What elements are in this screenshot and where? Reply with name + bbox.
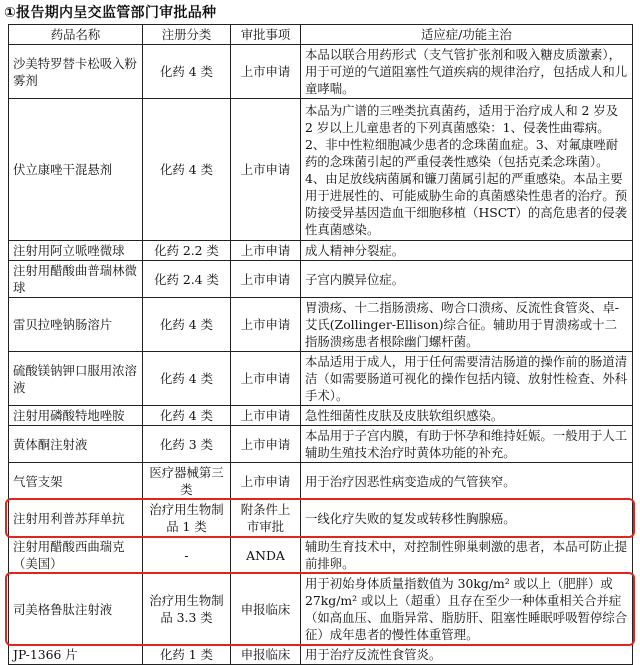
approval-item: 申报临床 bbox=[231, 645, 301, 665]
registration-class: 医疗器械第三类 bbox=[143, 463, 231, 500]
approval-item: 申报临床 bbox=[231, 574, 301, 645]
table-row bbox=[9, 645, 633, 665]
indication: 成人精神分裂症。 bbox=[301, 241, 633, 261]
approval-item: 上市申请 bbox=[231, 241, 301, 261]
table-row bbox=[9, 426, 633, 463]
registration-class: 化药 2.4 类 bbox=[143, 261, 231, 298]
registration-class: 化药 2.2 类 bbox=[143, 241, 231, 261]
table-row bbox=[9, 352, 633, 406]
drug-name: 注射用磷酸特地唑胺 bbox=[9, 406, 143, 426]
drug-name: 伏立康唑干混悬剂 bbox=[9, 99, 143, 241]
indication: 辅助生育技术中，对控制性卵巢刺激的患者，本品可防止提前排卵。 bbox=[301, 537, 633, 574]
approval-item: 上市申请 bbox=[231, 406, 301, 426]
drug-name: 注射用醋酸曲普瑞林微球 bbox=[9, 261, 143, 298]
table-row bbox=[9, 463, 633, 500]
drug-name: 沙美特罗替卡松吸入粉雾剂 bbox=[9, 45, 143, 99]
table-row bbox=[9, 261, 633, 298]
indication: 用于初始身体质量指数值为 30kg/m² 或以上（肥胖）或 27kg/m² 或以上（超重）且存在至少一种体重相关合并症（如高血压、血脂异常、脂肪肝、阻塞性睡眠呼吸暂停综合征）成年患者的慢性体重管理。 bbox=[301, 574, 633, 645]
approval-item: 上市申请 bbox=[231, 298, 301, 352]
header-indication: 适应症/功能主治 bbox=[301, 25, 633, 45]
indication: 急性细菌性皮肤及皮肤软组织感染。 bbox=[301, 406, 633, 426]
header-registration-class: 注册分类 bbox=[143, 25, 231, 45]
table-row bbox=[9, 537, 633, 574]
indication: 子宫内膜异位症。 bbox=[301, 261, 633, 298]
approval-item: 上市申请 bbox=[231, 352, 301, 406]
header-drug-name: 药品名称 bbox=[9, 25, 143, 45]
registration-class: 化药 4 类 bbox=[143, 352, 231, 406]
section-title: ①报告期内呈交监管部门审批品种 bbox=[4, 5, 217, 21]
table-row bbox=[9, 241, 633, 261]
drug-name: 司美格鲁肽注射液 bbox=[9, 574, 143, 645]
table-row bbox=[9, 406, 633, 426]
approval-item: 上市申请 bbox=[231, 463, 301, 500]
registration-class: 化药 1 类 bbox=[143, 645, 231, 665]
drug-name: 黄体酮注射液 bbox=[9, 426, 143, 463]
indication: 本品适用于成人，用于任何需要清洁肠道的操作前的肠道清洁（如需要肠道可视化的操作包括内镜、放射性检查、外科手术）。 bbox=[301, 352, 633, 406]
indication: 用于治疗反流性食管炎。 bbox=[301, 645, 633, 665]
registration-class: 化药 4 类 bbox=[143, 99, 231, 241]
header-approval-item: 审批事项 bbox=[231, 25, 301, 45]
approval-item: 上市申请 bbox=[231, 426, 301, 463]
approval-item: 上市申请 bbox=[231, 45, 301, 99]
table-row-highlighted bbox=[9, 500, 633, 537]
drug-name: 注射用阿立哌唑微球 bbox=[9, 241, 143, 261]
drug-name: 硫酸镁钠钾口服用浓溶液 bbox=[9, 352, 143, 406]
registration-class: - bbox=[143, 537, 231, 574]
registration-class: 治疗用生物制品 3.3 类 bbox=[143, 574, 231, 645]
approval-item: 上市申请 bbox=[231, 99, 301, 241]
registration-class: 化药 4 类 bbox=[143, 406, 231, 426]
approval-item: 附条件上市审批 bbox=[231, 500, 301, 537]
table-row-highlighted bbox=[9, 574, 633, 645]
drug-name: 气管支架 bbox=[9, 463, 143, 500]
drug-name: 雷贝拉唑钠肠溶片 bbox=[9, 298, 143, 352]
table-header-row bbox=[9, 25, 633, 45]
indication: 用于治疗因恶性病变造成的气管狭窄。 bbox=[301, 463, 633, 500]
registration-class: 化药 4 类 bbox=[143, 45, 231, 99]
registration-class: 化药 4 类 bbox=[143, 298, 231, 352]
drug-name: 注射用利普苏拜单抗 bbox=[9, 500, 143, 537]
drug-name: 注射用醋酸西曲瑞克（美国） bbox=[9, 537, 143, 574]
registration-class: 化药 3 类 bbox=[143, 426, 231, 463]
table-row bbox=[9, 99, 633, 241]
table-row bbox=[9, 45, 633, 99]
table-row bbox=[9, 298, 633, 352]
indication: 本品以联合用药形式（支气管扩张剂和吸入糖皮质激素），用于可逆的气道阻塞性气道疾病的规律治疗，包括成人和儿童哮喘。 bbox=[301, 45, 633, 99]
approval-item: ANDA bbox=[231, 537, 301, 574]
approval-item: 上市申请 bbox=[231, 261, 301, 298]
indication: 本品为广谱的三唑类抗真菌药，适用于治疗成人和 2 岁及 2 岁以上儿童患者的下列真菌感染：1、侵袭性曲霉病。2、非中性粒细胞减少患者的念珠菌血症。3、对氟康唑耐药的念珠菌引起的严重侵袭性感染（包括克柔念珠菌）。4、由足放线病菌属和镰刀菌属引起的严重感染。本品主要用于进展性的、可能威胁生命的真菌感染性患者的治疗。预防接受异基因造血干细胞移植（HSCT）的高危患者的侵袭性真菌感染。 bbox=[301, 99, 633, 241]
indication: 本品用于子宫内膜，有助于怀孕和维持妊娠。一般用于人工辅助生殖技术治疗时黄体功能的补充。 bbox=[301, 426, 633, 463]
indication: 胃溃疡、十二指肠溃疡、吻合口溃疡、反流性食管炎、卓-艾氏(Zollinger-Ellison)综合征。辅助用于胃溃疡或十二指肠溃疡患者根除幽门螺杆菌。 bbox=[301, 298, 633, 352]
drug-name: JP-1366 片 bbox=[9, 645, 143, 665]
registration-class: 治疗用生物制品 1 类 bbox=[143, 500, 231, 537]
approval-table bbox=[8, 24, 633, 665]
indication: 一线化疗失败的复发或转移性胸腺癌。 bbox=[301, 500, 633, 537]
